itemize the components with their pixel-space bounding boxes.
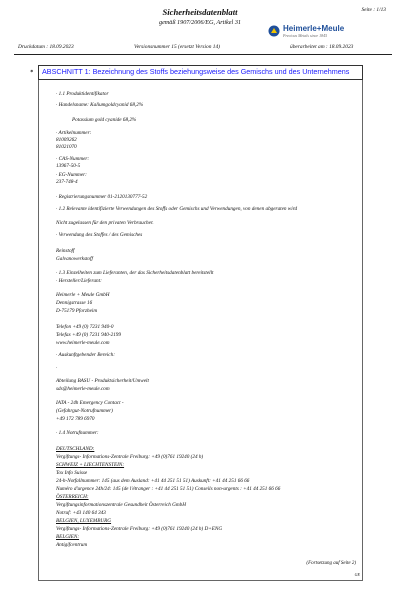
- country-belgium: BELGIEN:: [56, 534, 80, 540]
- not-for-consumers: Nicht zugelassen für den privaten Verbraucher.: [56, 220, 154, 226]
- article-number-2: 81021070: [56, 144, 77, 150]
- info-bullet: ·: [56, 365, 58, 371]
- swiss-emergency-fr: Numéro d'urgence 24h/24: 145 (de l'étranger : +41 44 251 51 51) Conseils non-urgents : +41 44 251 66 66: [56, 486, 281, 492]
- tox-info-suisse: Tox Info Suisse: [56, 470, 88, 476]
- swiss-emergency-de: 24-h-Notfallnummer: 145 (aus dem Ausland: +41 44 251 51 51) Auskunft: +41 44 251 66 66: [56, 478, 250, 484]
- company-logo: [268, 25, 386, 39]
- trade-name: · Handelsname: Kaliumgoldcyanid 68,2%: [56, 102, 144, 108]
- registration-number: · Registrierungsnummer 01-2120130777-52: [56, 194, 148, 200]
- document-title: Sicherheitsdatenblatt: [162, 7, 238, 17]
- ec-number-label: · EG-Nummer:: [56, 172, 87, 178]
- info-department-label: · Auskunftgebender Bereich:: [56, 352, 115, 358]
- print-date: Druckdatum : 18.09.2023: [18, 44, 74, 50]
- use-electroplating: Galvanowerkstoff: [56, 256, 93, 262]
- version-number: Versionsnummer 15 (ersetzt Version 14): [134, 44, 220, 50]
- revision-date: überarbeitet am : 18.09.2023: [290, 44, 354, 50]
- hazmat-hotline-number: +49 172 789 6970: [56, 416, 95, 422]
- company-fax: Telefax +49 (0) 7231 940-2199: [56, 332, 121, 338]
- germany-poison-center: Vergiftungs- Informations-Zentrale Freiburg: +49 (0)761 19240 (24 h): [56, 454, 204, 460]
- cas-number: 13967-50-5: [56, 163, 81, 169]
- use-pure-substance: Reinstoff: [56, 248, 75, 254]
- austria-hotline: Notruf: +43 140 64 343: [56, 510, 106, 516]
- company-street: Dennigstrasse 16: [56, 300, 93, 306]
- manufacturer-label: · Hersteller/Lieferant:: [56, 278, 102, 284]
- logo-tagline: Precious Metals since 1845: [283, 33, 328, 38]
- company-name: Heimerle + Meule GmbH: [56, 292, 110, 298]
- cas-number-label: · CAS-Nummer:: [56, 156, 90, 162]
- regulation-subtitle: gemäß 1907/2006/EG, Artikel 31: [158, 19, 242, 26]
- relevant-uses-heading: · 1.2 Relevante identifizierte Verwendungen des Stoffs oder Gemischs und Verwendungen, von denen abgeraten wird: [56, 206, 298, 212]
- product-identifier-heading: · 1.1 Produktidentifikator: [56, 91, 109, 97]
- section-1-heading: ABSCHNITT 1: Bezeichnung des Stoffs beziehungsweise des Gemischs und des Unternehmens: [38, 65, 363, 80]
- article-number-1: 81009262: [56, 137, 77, 143]
- logo-brand-text: Heimerle+Meule: [283, 24, 345, 33]
- belgium-luxembourg-poison-center: Vergiftungs- Informations-Zentrale Freiburg: +49 (0)761 19240 (24 h) D+ENG: [56, 526, 223, 532]
- department-name: Abteilung BASU - Produktsicherheit/Umwelt: [56, 378, 149, 384]
- trade-name-english: Potassium gold cyanide 68,2%: [72, 117, 137, 123]
- country-germany: DEUTSCHLAND:: [56, 446, 95, 452]
- ec-number: 237-748-4: [56, 179, 78, 185]
- austria-poison-center: Vergiftungsinformationszentrale Gesundheit Österreich GmbH: [56, 502, 187, 508]
- use-heading: · Verwendung des Stoffes / des Gemisches: [56, 232, 143, 238]
- department-email[interactable]: sds@heimerle-meule.com: [56, 386, 110, 392]
- country-belgium-luxembourg: BELGIEN, LUXEMBURG: [56, 518, 112, 524]
- supplier-heading: · 1.3 Einzelheiten zum Lieferanten, der das Sicherheitsdatenblatt bereitstellt: [56, 270, 214, 276]
- language-code: GE: [354, 572, 360, 577]
- country-austria: ÖSTERREICH:: [56, 494, 89, 500]
- header-divider: [14, 54, 392, 55]
- change-marker: *: [30, 70, 33, 76]
- article-number-label: · Artikelnummer:: [56, 130, 92, 136]
- emergency-number-heading: · 1.4 Notrufnummer:: [56, 430, 99, 436]
- iata-contact-label: IATA - 24h Emergency Contact -: [56, 400, 124, 406]
- continuation-note: (Fortsetzung auf Seite 2): [306, 561, 356, 566]
- company-city: D-75179 Pforzheim: [56, 308, 98, 314]
- hm-logo-icon: [268, 25, 280, 37]
- belgium-antipoison-center: Antigifcentrum: [56, 542, 88, 548]
- hazmat-hotline-label: (Gefahrgut-Notrufnummer): [56, 408, 113, 414]
- page-number: Seite : 1/13: [361, 7, 386, 13]
- country-switzerland: SCHWEIZ + LIECHTENSTEIN:: [56, 462, 125, 468]
- company-website[interactable]: www.heimerle-meule.com: [56, 340, 110, 346]
- company-phone: Telefon +49 (0) 7231 940-0: [56, 324, 114, 330]
